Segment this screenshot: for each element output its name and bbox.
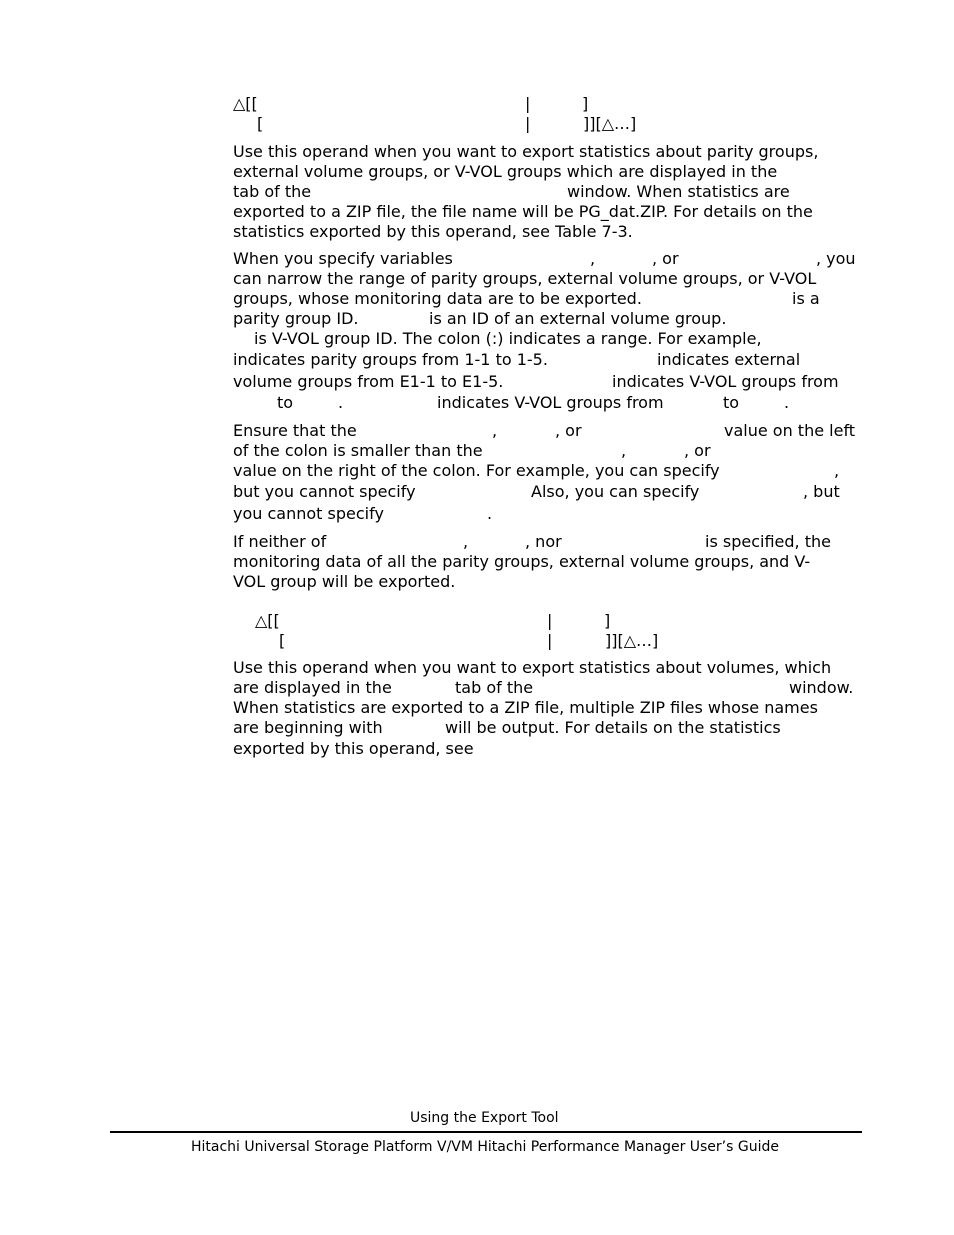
text-line: , <box>590 249 596 268</box>
text-line: Use this operand when you want to export statistics about volumes, which <box>233 658 832 677</box>
text-line: groups, whose monitoring data are to be exported. <box>233 289 642 308</box>
text-line: Also, you can specify <box>531 482 700 501</box>
text-line: value on the right of the colon. For example, you can specify <box>233 461 720 480</box>
text-line: When statistics are exported to a ZIP file, multiple ZIP files whose names <box>233 698 818 717</box>
syntax-token: | <box>547 631 553 650</box>
syntax-token: △[[ <box>255 611 280 630</box>
text-line: is V-VOL group ID. The colon (:) indicates a range. For example, <box>254 329 762 348</box>
text-line: indicates V-VOL groups from <box>612 372 839 391</box>
text-line: external volume groups, or V-VOL groups which are displayed in the <box>233 162 778 181</box>
text-line: is specified, the <box>705 532 831 551</box>
text-line: indicates parity groups from 1-1 to 1-5. <box>233 350 548 369</box>
text-line: is a <box>792 289 820 308</box>
footer-divider <box>110 1131 862 1133</box>
syntax-token: ]][△…] <box>583 114 637 133</box>
syntax-token: | <box>525 94 531 113</box>
text-line: statistics exported by this operand, see Table 7-3. <box>233 222 633 241</box>
syntax-token: | <box>547 611 553 630</box>
text-line: is an ID of an external volume group. <box>429 309 727 328</box>
text-line: , <box>463 532 469 551</box>
text-line: , <box>621 441 627 460</box>
syntax-token: ]][△…] <box>605 631 659 650</box>
syntax-token: [ <box>257 114 264 133</box>
text-line: exported by this operand, see <box>233 739 474 758</box>
text-line: Use this operand when you want to export statistics about parity groups, <box>233 142 819 161</box>
text-line: , or <box>652 249 679 268</box>
text-line: volume groups from E1-1 to E1-5. <box>233 372 504 391</box>
text-line: When you specify variables <box>233 249 453 268</box>
syntax-token: ] <box>604 611 611 630</box>
text-line: can narrow the range of parity groups, external volume groups, or V-VOL <box>233 269 817 288</box>
text-line: will be output. For details on the statistics <box>445 718 781 737</box>
text-line: of the colon is smaller than the <box>233 441 483 460</box>
text-line: are beginning with <box>233 718 383 737</box>
text-line: , <box>834 461 840 480</box>
text-line: window. When statistics are <box>567 182 790 201</box>
text-line: , <box>492 421 498 440</box>
text-line: indicates V-VOL groups from <box>437 393 664 412</box>
text-line: exported to a ZIP file, the file name will be PG_dat.ZIP. For details on the <box>233 202 813 221</box>
footer-guide-title: Hitachi Universal Storage Platform V/VM Hitachi Performance Manager User’s Guide <box>191 1139 779 1155</box>
text-line: , but <box>803 482 840 501</box>
text-line: . <box>338 393 344 412</box>
text-line: to <box>277 393 294 412</box>
text-line: VOL group will be exported. <box>233 572 456 591</box>
text-line: , nor <box>525 532 562 551</box>
text-line: . <box>487 504 493 523</box>
text-line: tab of the <box>233 182 312 201</box>
footer-section-title: Using the Export Tool <box>410 1110 559 1126</box>
text-line: window. <box>789 678 854 697</box>
text-line: value on the left <box>724 421 856 440</box>
text-line: indicates external <box>657 350 801 369</box>
text-line: . <box>784 393 790 412</box>
syntax-token: △[[ <box>233 94 258 113</box>
text-line: but you cannot specify <box>233 482 416 501</box>
syntax-token: | <box>525 114 531 133</box>
text-line: to <box>723 393 740 412</box>
text-line: , you <box>816 249 856 268</box>
text-line: are displayed in the <box>233 678 392 697</box>
text-line: If neither of <box>233 532 327 551</box>
syntax-token: [ <box>279 631 286 650</box>
text-line: monitoring data of all the parity groups, external volume groups, and V- <box>233 552 811 571</box>
text-line: you cannot specify <box>233 504 384 523</box>
text-line: parity group ID. <box>233 309 359 328</box>
text-line: Ensure that the <box>233 421 357 440</box>
syntax-token: ] <box>582 94 589 113</box>
text-line: tab of the <box>455 678 534 697</box>
text-line: , or <box>684 441 711 460</box>
text-line: , or <box>555 421 582 440</box>
